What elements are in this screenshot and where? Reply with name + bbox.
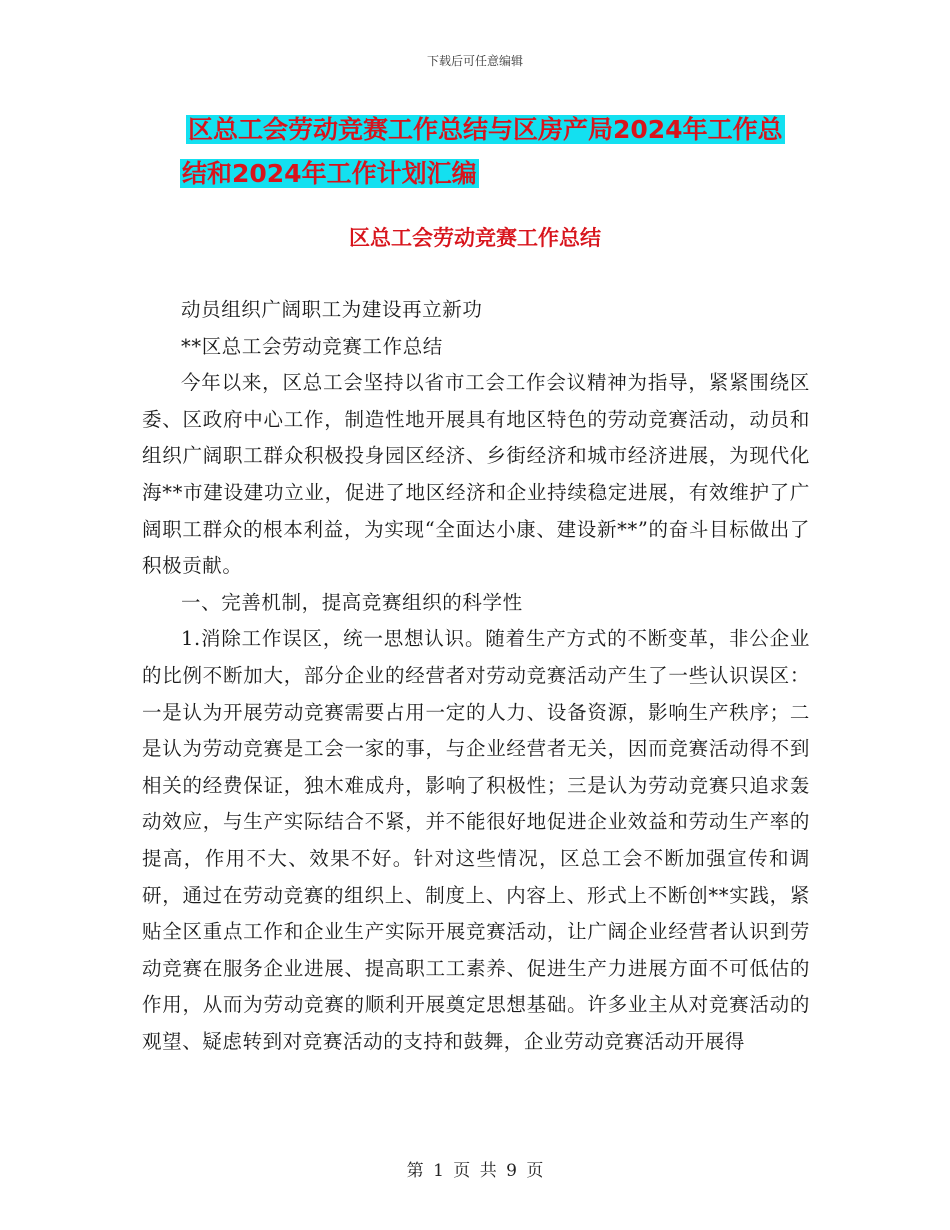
header-note: 下载后可任意编辑: [426, 54, 523, 68]
paragraph-heading: **区总工会劳动竞赛工作总结: [181, 334, 443, 358]
body-text: [142, 292, 810, 1060]
paragraph-body: 1.消除工作误区，统一思想认识。随着生产方式的不断变革，非公企业的比例不断加大，部分企业的经营者对劳动竞赛活动产生了一些认识误区：一是认为开展劳动竞赛需要占用一定的人力、设备资源，影响生产秩序；二是认为劳动竞赛是工会一家的事，与企业经营者无关，因而竞赛活动得不到相关的经费保证，独木难成舟，影响了积极性；三是认为劳动竞赛只追求轰动效应，与生产实际结合不紧，并不能很好地促进企业效益和劳动生产率的提高，作用不大、效果不好。针对这些情况，区总工会不断加强宣传和调研，通过在劳动竞赛的组织上、制度上、内容上、形式上不断创**实践，紧贴全区重点工作和企业生产实际开展竞赛活动，让广阔企业经营者认识到劳动竞赛在服务企业进展、提高职工工素养、促进生产力进展方面不可低估的作用，从而为劳动竞赛的顺利开展奠定思想基础。许多业主从对竞赛活动的观望、疑虑转到对竞赛活动的支持和鼓舞，企业劳动竞赛活动开展得: [142, 627, 810, 1053]
page-footer: 第 1 页 共 9 页: [406, 1161, 544, 1181]
paragraph-section-heading: 一、完善机制，提高竞赛组织的科学性: [181, 590, 523, 614]
section-title: 区总工会劳动竞赛工作总结: [349, 226, 601, 250]
paragraph-intro: 今年以来，区总工会坚持以省市工会工作会议精神为指导，紧紧围绕区委、区政府中心工作，制造性地开展具有地区特色的劳动竞赛活动，动员和组织广阔职工群众积极投身园区经济、乡街经济和城市经济进展，为现代化海**市建设建功立业，促进了地区经济和企业持续稳定进展，有效维护了广阔职工群众的根本利益，为实现“全面达小康、建设新**”的奋斗目标做出了积极贡献。: [142, 371, 810, 578]
title-line-2-text: 结和2024年工作计划汇编: [182, 159, 477, 188]
title-line-2: [180, 154, 830, 194]
title-line-1-text: 区总工会劳动竞赛工作总结与区房产局2024年工作总: [188, 115, 783, 144]
paragraph-subtitle: 动员组织广阔职工为建设再立新功: [181, 298, 483, 321]
document-title: [140, 110, 830, 194]
title-line-1: [186, 110, 830, 150]
